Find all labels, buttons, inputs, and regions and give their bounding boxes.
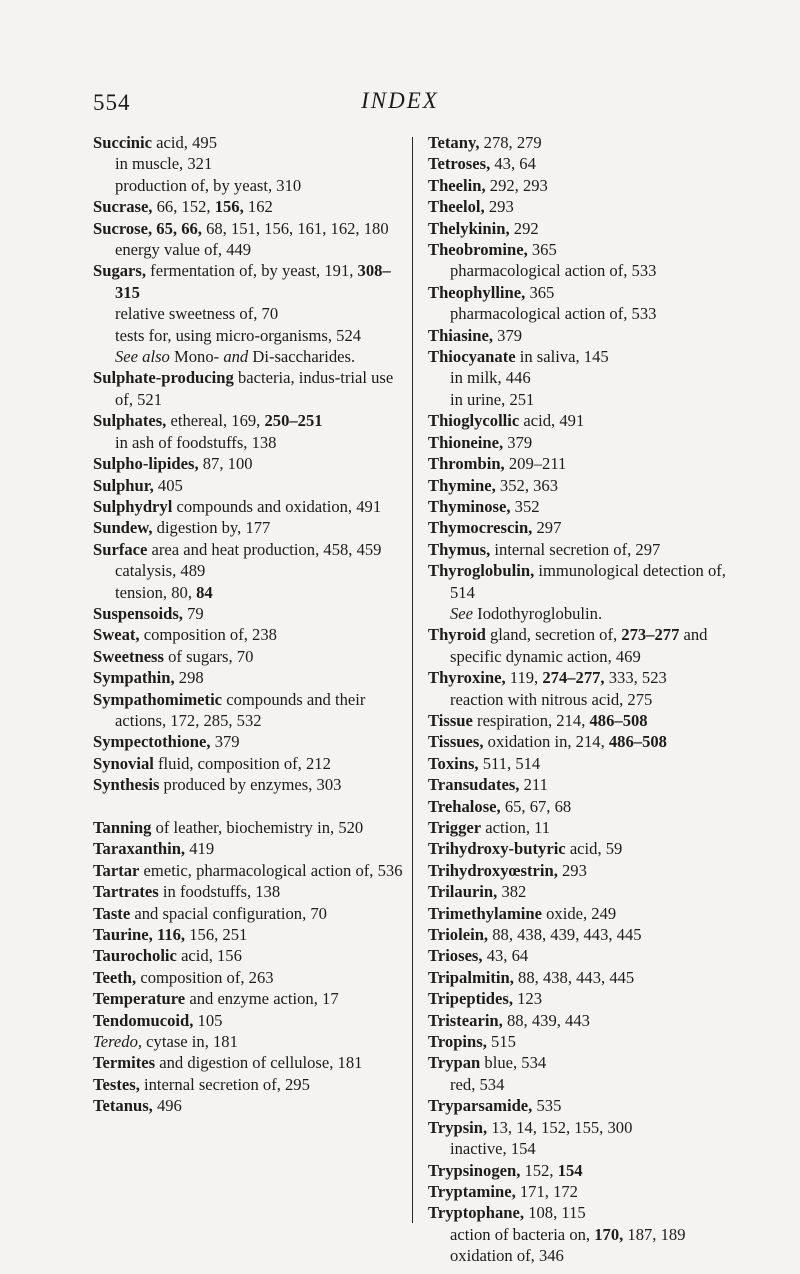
entry-text: 171, 172 <box>515 1181 578 1201</box>
entry-text: 43, 64 <box>482 946 529 966</box>
index-entry <box>428 218 750 239</box>
entry-text: 379 <box>210 732 240 752</box>
entry-text: fluid, composition of, 212 <box>153 753 331 773</box>
index-entry <box>93 367 405 410</box>
entry-text: Thymocrescin, <box>428 518 533 538</box>
entry-text: Trypan <box>428 1053 481 1073</box>
entry-text: Theobromine, <box>428 240 528 260</box>
index-entry <box>93 603 405 624</box>
entry-text: Tetroses, <box>428 154 491 174</box>
entry-text: Mono- <box>169 347 224 367</box>
index-subentry <box>93 346 405 367</box>
entry-text: pharmacological action of, 533 <box>450 304 657 324</box>
entry-text: production of, by yeast, 310 <box>115 175 302 195</box>
entry-text: tension, 80, <box>115 582 197 602</box>
entry-text: Trilaurin, <box>428 882 498 902</box>
entry-text: Di-saccharides. <box>248 347 356 367</box>
entry-text: 486–508 <box>589 710 648 730</box>
entry-text: 68, 151, 156, 161, 162, 180 <box>201 218 389 238</box>
entry-text: 298 <box>174 668 204 688</box>
entry-text: in milk, 446 <box>450 368 531 388</box>
entry-text: 84 <box>196 582 213 602</box>
entry-text: 293 <box>557 860 587 880</box>
entry-text: Tissues, <box>428 732 484 752</box>
entry-text: Thrombin, <box>428 454 505 474</box>
entry-text: Surface <box>93 539 148 559</box>
index-entry <box>428 325 750 346</box>
entry-text: 108, 115 <box>524 1203 586 1223</box>
index-entry <box>93 196 405 217</box>
index-entry <box>428 903 750 924</box>
entry-text: Taste <box>93 903 131 923</box>
index-entry <box>93 817 405 838</box>
entry-text: in saliva, 145 <box>515 347 609 367</box>
entry-text: Trigger <box>428 818 482 837</box>
index-entry <box>428 453 750 474</box>
entry-text: and specific dynamic action, 469 <box>450 625 708 666</box>
entry-text: Sympathomimetic <box>93 689 223 709</box>
entry-text: Theelin, <box>428 175 486 195</box>
entry-text: fermentation of, by yeast, 191, <box>146 261 358 281</box>
index-subentry <box>93 175 405 196</box>
entry-text: red, 534 <box>450 1074 505 1094</box>
index-entry <box>428 838 750 859</box>
entry-text: 152, <box>520 1160 558 1180</box>
entry-text: 123 <box>512 989 543 1009</box>
entry-text: respiration, 214, <box>472 710 590 730</box>
entry-text: Tartrates <box>93 882 159 902</box>
entry-text: Tissue <box>428 710 473 730</box>
index-entry <box>428 282 750 303</box>
entry-text: composition of, 263 <box>136 967 274 987</box>
entry-text: Temperature <box>93 989 186 1009</box>
entry-text: 419 <box>185 839 215 859</box>
index-subentry <box>428 603 750 624</box>
entry-text: Sucrose, <box>93 218 153 238</box>
entry-text: and digestion of cellulose, 181 <box>155 1053 363 1073</box>
entry-text: in ash of foodstuffs, 138 <box>115 432 277 452</box>
entry-text: Suspensoids, <box>93 603 183 623</box>
entry-text: 297 <box>532 518 562 538</box>
index-entry <box>428 1052 750 1073</box>
entry-text: Iodothyroglobulin. <box>473 603 603 623</box>
index-entry <box>428 539 750 560</box>
entry-text: composition of, 238 <box>139 625 277 645</box>
entry-text: oxidation in, 214, <box>483 732 609 752</box>
index-entry <box>93 453 405 474</box>
entry-text: Thiasine, <box>428 325 494 345</box>
index-column-right <box>428 132 750 1267</box>
index-subentry <box>428 367 750 388</box>
entry-text: Sulphate-producing <box>93 368 234 388</box>
index-entry <box>428 731 750 752</box>
entry-text: Tanning <box>93 817 152 837</box>
index-entry <box>428 1160 750 1181</box>
entry-text: Sulphydryl <box>93 496 173 516</box>
entry-text: Sympectothione, <box>93 732 211 752</box>
index-entry <box>428 710 750 731</box>
entry-text: 65, 66, <box>152 218 202 238</box>
entry-text: 116, <box>152 925 186 945</box>
index-entry <box>93 689 405 732</box>
entry-text: 352 <box>510 496 540 516</box>
entry-text: Sympathin, <box>93 668 175 688</box>
entry-text: oxide, 249 <box>541 903 617 923</box>
index-entry <box>428 1202 750 1223</box>
entry-text: Trypsin, <box>428 1117 488 1137</box>
index-entry <box>93 260 405 303</box>
index-entry <box>428 624 750 667</box>
index-entry <box>428 410 750 431</box>
entry-text: 352, 363 <box>495 475 559 495</box>
entry-text: Trypsinogen, <box>428 1160 521 1180</box>
entry-text: Succinic <box>93 133 153 152</box>
entry-text: Tripalmitin, <box>428 967 514 987</box>
entry-text: Sulphates, <box>93 411 167 431</box>
index-entry <box>93 881 405 902</box>
index-entry <box>428 132 750 153</box>
entry-text: Tryparsamide, <box>428 1096 533 1116</box>
index-subentry <box>428 1245 750 1266</box>
index-entry <box>428 496 750 517</box>
column-divider <box>412 137 413 1223</box>
entry-text: 274–277, <box>542 668 605 688</box>
index-entry <box>93 517 405 538</box>
index-entry <box>93 624 405 645</box>
index-entry <box>428 1010 750 1031</box>
index-entry <box>93 774 405 795</box>
entry-text: Theophylline, <box>428 282 526 302</box>
entry-text: 105 <box>193 1010 223 1030</box>
entry-text: 211 <box>519 775 548 795</box>
entry-text: Thymus, <box>428 539 491 559</box>
entry-text: 79 <box>182 603 204 623</box>
entry-text: internal secretion of, 297 <box>490 539 661 559</box>
entry-text: 486–508 <box>608 732 667 752</box>
entry-text: and enzyme action, 17 <box>185 989 339 1009</box>
entry-text: Trimethylamine <box>428 903 542 923</box>
entry-text: of leather, biochemistry in, 520 <box>151 817 364 837</box>
index-entry <box>428 753 750 774</box>
index-entry <box>93 988 405 1009</box>
index-subentry <box>93 560 405 581</box>
index-entry <box>428 967 750 988</box>
entry-text: cytase in, 181 <box>142 1032 238 1052</box>
index-subentry <box>428 1224 750 1245</box>
index-subentry <box>428 260 750 281</box>
entry-text: 379 <box>493 325 523 345</box>
index-entry <box>93 475 405 496</box>
entry-text: 273–277 <box>621 625 680 645</box>
index-entry <box>93 924 405 945</box>
index-subentry <box>428 303 750 324</box>
entry-text: 87, 100 <box>198 454 253 474</box>
index-entry <box>93 667 405 688</box>
entry-text: 405 <box>153 475 183 495</box>
entry-text: Tetanus, <box>93 1096 153 1116</box>
entry-text: Sulpho-lipides, <box>93 454 199 474</box>
page-number: 554 <box>93 90 131 115</box>
entry-text: 88, 438, 443, 445 <box>513 967 635 987</box>
index-subentry <box>93 582 405 603</box>
index-column-left <box>93 132 405 1117</box>
entry-text: Tristearin, <box>428 1010 503 1030</box>
entry-text: 65, 67, 68 <box>500 796 572 816</box>
index-entry <box>93 731 405 752</box>
entry-text: Sugars, <box>93 261 147 281</box>
entry-text: Trihydroxy-butyric <box>428 839 566 859</box>
entry-text: 43, 64 <box>490 154 536 174</box>
entry-text: 170, <box>594 1224 624 1244</box>
index-entry <box>93 1095 405 1116</box>
entry-text: action, 11 <box>481 818 551 837</box>
index-entry <box>428 517 750 538</box>
entry-text: Taurocholic <box>93 946 177 966</box>
entry-text: 333, 523 <box>604 668 667 688</box>
entry-text: Thymine, <box>428 475 496 495</box>
index-entry <box>93 903 405 924</box>
index-subentry <box>93 303 405 324</box>
entry-text: in urine, 251 <box>450 389 535 409</box>
entry-text: Thiocyanate <box>428 347 516 367</box>
entry-text: Triolein, <box>428 925 489 945</box>
index-entry <box>93 1052 405 1073</box>
index-entry <box>428 1031 750 1052</box>
entry-text: Teeth, <box>93 967 137 987</box>
entry-text: in muscle, 321 <box>115 154 213 174</box>
index-subentry <box>93 325 405 346</box>
entry-text: Tendomucoid, <box>93 1010 194 1030</box>
entry-text: 365 <box>525 282 555 302</box>
entry-text: catalysis, 489 <box>115 561 206 581</box>
entry-text: reaction with nitrous acid, 275 <box>450 689 653 709</box>
entry-text: emetic, pharmacological action of, 536 <box>139 860 403 880</box>
entry-text: Thyminose, <box>428 496 511 516</box>
entry-text: acid, 59 <box>565 839 623 859</box>
entry-text: 293 <box>484 197 514 217</box>
entry-text: Sundew, <box>93 518 153 538</box>
index-entry <box>428 196 750 217</box>
entry-text: Trioses, <box>428 946 483 966</box>
page-title: INDEX <box>361 88 439 113</box>
index-subentry <box>428 1074 750 1095</box>
entry-text: Sweat, <box>93 625 140 645</box>
index-entry <box>93 410 405 431</box>
entry-text: relative sweetness of, 70 <box>115 304 279 324</box>
entry-text: Trihydroxyœstrin, <box>428 860 558 880</box>
entry-text: 496 <box>152 1096 182 1116</box>
entry-text: Teredo, <box>93 1032 143 1052</box>
entry-text: Tropins, <box>428 1032 487 1052</box>
entry-text: Synthesis <box>93 775 160 795</box>
index-entry <box>93 132 405 153</box>
entry-text: Synovial <box>93 753 154 773</box>
entry-text: 379 <box>503 432 533 452</box>
entry-text: 154 <box>557 1160 583 1180</box>
index-entry <box>428 153 750 174</box>
index-entry <box>428 1181 750 1202</box>
entry-text: Sulphur, <box>93 475 154 495</box>
index-entry <box>428 881 750 902</box>
entry-text: 119, <box>505 668 543 688</box>
entry-text: acid, 156 <box>176 946 242 966</box>
entry-text: 382 <box>497 882 527 902</box>
entry-text: Tryptophane, <box>428 1203 525 1223</box>
entry-text: area and heat production, 458, 459 <box>147 539 382 559</box>
entry-text: oxidation of, 346 <box>450 1246 564 1266</box>
entry-text: acid, 491 <box>519 411 585 431</box>
entry-text: Thyroglobulin, <box>428 561 535 581</box>
index-entry <box>93 218 405 239</box>
index-entry <box>428 988 750 1009</box>
entry-text: Tryptamine, <box>428 1181 516 1201</box>
entry-text: immunological detection of, 514 <box>450 561 726 602</box>
index-entry <box>93 967 405 988</box>
entry-text: and <box>223 347 249 367</box>
entry-text: blue, 534 <box>480 1053 547 1073</box>
entry-text: 156, <box>214 197 244 217</box>
index-entry <box>428 1117 750 1138</box>
index-subentry <box>93 432 405 453</box>
entry-text: 187, 189 <box>623 1224 686 1244</box>
entry-text: Thioneine, <box>428 432 504 452</box>
index-entry <box>428 667 750 688</box>
entry-text: 292, 293 <box>485 175 548 195</box>
entry-text: compounds and oxidation, 491 <box>172 496 382 516</box>
entry-text: Thyroid <box>428 625 486 645</box>
entry-text: Tetany, <box>428 133 480 152</box>
entry-text: digestion by, 177 <box>152 518 271 538</box>
index-entry <box>93 753 405 774</box>
entry-text: See also <box>115 347 170 367</box>
index-entry <box>428 924 750 945</box>
index-subentry <box>93 239 405 260</box>
entry-text: ethereal, 169, <box>166 411 265 431</box>
index-entry <box>93 838 405 859</box>
index-entry <box>428 796 750 817</box>
entry-text: internal secretion of, 295 <box>139 1074 310 1094</box>
entry-text: 162 <box>243 197 273 217</box>
entry-text: 209–211 <box>504 454 567 474</box>
entry-text: Tripeptides, <box>428 989 513 1009</box>
entry-text: Tartar <box>93 860 140 880</box>
index-entry <box>93 539 405 560</box>
entry-text: tests for, using micro-organisms, 524 <box>115 325 362 345</box>
entry-text: Testes, <box>93 1074 140 1094</box>
entry-text: 88, 439, 443 <box>502 1010 590 1030</box>
entry-text: 535 <box>532 1096 562 1116</box>
entry-text: Theelol, <box>428 197 485 217</box>
entry-text: 278, 279 <box>479 133 542 152</box>
index-entry <box>428 560 750 603</box>
index-entry <box>428 175 750 196</box>
index-entry <box>93 860 405 881</box>
entry-text: 88, 438, 439, 443, 445 <box>488 925 642 945</box>
entry-text: See <box>450 603 474 623</box>
index-entry <box>428 774 750 795</box>
index-entry <box>93 1074 405 1095</box>
index-entry <box>428 860 750 881</box>
index-entry <box>93 945 405 966</box>
index-entry <box>93 1031 405 1052</box>
index-entry <box>428 817 750 838</box>
index-entry <box>428 432 750 453</box>
entry-text: acid, 495 <box>152 133 217 152</box>
index-entry <box>428 346 750 367</box>
entry-text: Taraxanthin, <box>93 839 186 859</box>
entry-text: 250–251 <box>264 411 323 431</box>
entry-text: of sugars, 70 <box>163 646 254 666</box>
entry-text: gland, secretion of, <box>485 625 622 645</box>
entry-text: Toxins, <box>428 753 479 773</box>
index-subentry <box>428 1138 750 1159</box>
entry-text: pharmacological action of, 533 <box>450 261 657 281</box>
entry-text: 13, 14, 152, 155, 300 <box>487 1117 633 1137</box>
entry-text: produced by enzymes, 303 <box>159 775 342 795</box>
index-entry <box>428 1095 750 1116</box>
entry-text: action of bacteria on, <box>450 1224 595 1244</box>
entry-text: 66, 152, <box>152 197 215 217</box>
index-entry <box>93 496 405 517</box>
index-entry <box>93 646 405 667</box>
entry-text: 365 <box>527 240 557 260</box>
entry-text: and spacial configuration, 70 <box>130 903 327 923</box>
entry-text: Thyroxine, <box>428 668 506 688</box>
entry-text: Taurine, <box>93 925 153 945</box>
entry-text: Sucrase, <box>93 197 153 217</box>
entry-text: 292 <box>509 218 539 238</box>
entry-text: inactive, 154 <box>450 1139 536 1159</box>
entry-text: 515 <box>486 1032 516 1052</box>
entry-text: 156, 251 <box>185 925 248 945</box>
entry-text: 308–315 <box>115 261 391 302</box>
index-entry <box>428 475 750 496</box>
index-entry <box>428 945 750 966</box>
entry-text: bacteria, indus-trial use of, 521 <box>115 368 394 409</box>
entry-text: Thelykinin, <box>428 218 510 238</box>
entry-text: Transudates, <box>428 775 520 795</box>
index-subentry <box>428 689 750 710</box>
index-entry <box>93 1010 405 1031</box>
entry-text: Termites <box>93 1053 156 1073</box>
index-entry <box>428 239 750 260</box>
entry-text: compounds and their actions, 172, 285, 532 <box>115 689 366 730</box>
entry-text: Trehalose, <box>428 796 501 816</box>
entry-text: Sweetness <box>93 646 164 666</box>
entry-text: in foodstuffs, 138 <box>158 882 281 902</box>
index-subentry <box>93 153 405 174</box>
entry-text: energy value of, 449 <box>115 240 252 260</box>
entry-text: 511, 514 <box>478 753 541 773</box>
entry-text: Thioglycollic <box>428 411 520 431</box>
index-subentry <box>428 389 750 410</box>
